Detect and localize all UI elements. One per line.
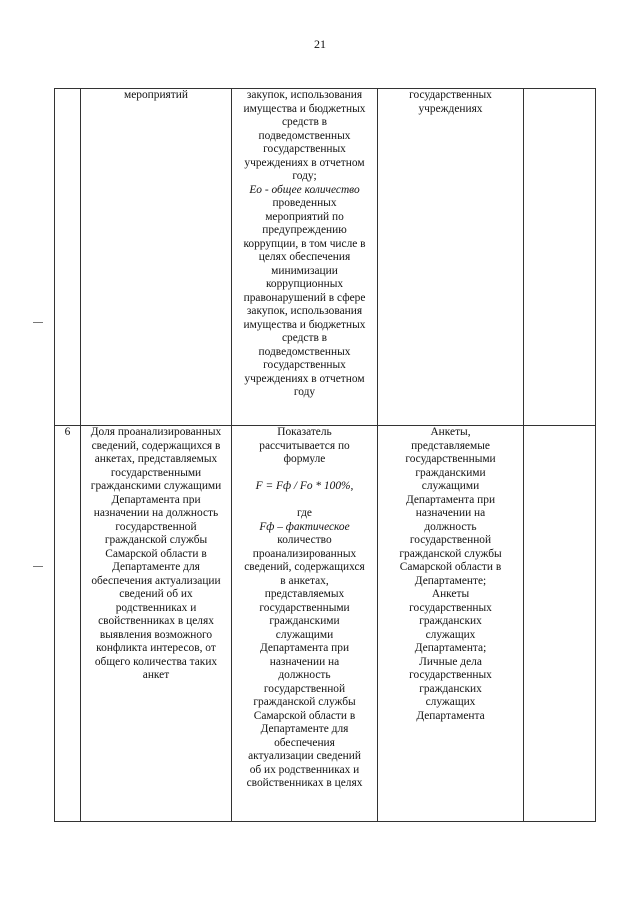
cell-line: служащими bbox=[421, 480, 480, 492]
cell-line: назначении на должность bbox=[93, 507, 219, 519]
cell-line: году; bbox=[292, 170, 317, 182]
cell-line: учреждениях в отчетном bbox=[244, 156, 365, 169]
cell-line: служащих bbox=[425, 696, 476, 708]
cell-line: рассчитывается по bbox=[259, 439, 350, 452]
cell-line: государственных bbox=[263, 143, 346, 155]
cell-line: Департамента; bbox=[414, 642, 487, 654]
cell-line: государственной bbox=[263, 682, 346, 695]
cell-line: учреждениях bbox=[418, 102, 483, 115]
cell-line: Департаменте для bbox=[112, 561, 200, 573]
cell-line: средств в bbox=[281, 116, 328, 128]
cell-line: гражданских bbox=[419, 615, 482, 627]
cell-line: правонарушений в сфере bbox=[243, 291, 366, 304]
cell-line: где bbox=[297, 507, 312, 519]
data-source-cell bbox=[378, 426, 524, 822]
notes-cell bbox=[524, 426, 596, 822]
cell-line: сведений, содержащихся в bbox=[91, 439, 221, 452]
cell-line: государственными bbox=[405, 453, 496, 465]
cell-line: мероприятий по bbox=[265, 210, 344, 223]
cell-line: предупреждению bbox=[262, 224, 347, 236]
cell-line: служащих bbox=[425, 628, 476, 641]
formula-text: F = Fф / Fо * 100%, bbox=[255, 480, 354, 492]
cell-line: государственных bbox=[263, 359, 346, 371]
cell-line: конфликта интересов, от bbox=[96, 642, 216, 654]
cell-line: учреждениях в отчетном bbox=[244, 372, 365, 385]
cell-line: подведомственных bbox=[258, 129, 351, 142]
margin-mark bbox=[33, 322, 43, 323]
cell-line: сведений об их bbox=[119, 588, 193, 600]
cell-line: анкетах, представляемых bbox=[94, 453, 218, 465]
calculation-method-cell bbox=[232, 426, 378, 822]
cell-line: свойственниках в целях bbox=[98, 615, 214, 627]
indicator-name-cell bbox=[81, 426, 232, 822]
cell-line: коррупционных bbox=[265, 278, 344, 290]
cell-line: обеспечения bbox=[274, 736, 335, 749]
cell-line: Самарской области в bbox=[105, 547, 207, 560]
cell-line: Самарской области в bbox=[399, 561, 502, 573]
cell-line: гражданскими bbox=[269, 615, 340, 627]
cell-line: Департамента при bbox=[405, 493, 496, 506]
cell-line: сведений, содержащихся bbox=[244, 561, 365, 573]
cell-line: Личные дела bbox=[419, 655, 482, 668]
cell-line: об их родственниках и bbox=[249, 763, 360, 776]
cell-line: Департамента при bbox=[259, 642, 350, 654]
cell-line: гражданской службы bbox=[399, 547, 502, 560]
cell-line: назначении на bbox=[269, 655, 340, 668]
cell-line: мероприятий bbox=[124, 89, 188, 101]
cell-line: гражданскими служащими bbox=[90, 480, 222, 492]
cell-line: коррупции, в том числе в bbox=[243, 237, 366, 250]
cell-line: государственных bbox=[409, 601, 492, 614]
cell-line: имущества и бюджетных bbox=[243, 318, 366, 331]
cell-line: родственниках и bbox=[115, 601, 197, 614]
cell-line: представляемых bbox=[264, 588, 345, 600]
table-row bbox=[55, 426, 596, 822]
row-number: 6 bbox=[64, 426, 71, 438]
cell-line: минимизации bbox=[271, 264, 338, 277]
cell-line: в анкетах, bbox=[280, 574, 329, 587]
cell-line: представляемые bbox=[411, 439, 490, 452]
cell-line: гражданской службы bbox=[104, 534, 208, 546]
row-number-cell bbox=[55, 426, 81, 822]
cell-line: количество bbox=[277, 534, 332, 546]
cell-line: закупок, использования bbox=[246, 89, 363, 101]
cell-line: государственными bbox=[259, 601, 350, 614]
indicator-name-cell bbox=[81, 89, 232, 426]
table-body bbox=[55, 89, 596, 822]
cell-line: Самарской области в bbox=[253, 709, 356, 722]
cell-line: гражданской службы bbox=[253, 696, 356, 708]
cell-line: общего количества таких bbox=[94, 655, 218, 668]
cell-line: году bbox=[293, 386, 316, 398]
cell-line: закупок, использования bbox=[246, 305, 363, 317]
row-number-cell bbox=[55, 89, 81, 426]
cell-line: средств в bbox=[281, 332, 328, 344]
cell-line: анкет bbox=[142, 669, 170, 681]
cell-line: проанализированных bbox=[252, 547, 357, 560]
cell-line: подведомственных bbox=[258, 345, 351, 358]
notes-cell bbox=[524, 89, 596, 426]
cell-line: имущества и бюджетных bbox=[243, 102, 366, 115]
formula-text: Fф – фактическое bbox=[259, 520, 350, 533]
cell-line: Показатель bbox=[277, 426, 332, 438]
cell-line: проведенных bbox=[272, 197, 337, 209]
cell-line: Доля проанализированных bbox=[90, 426, 222, 438]
cell-line: актуализации сведений bbox=[248, 750, 361, 762]
cell-line: гражданских bbox=[419, 682, 482, 695]
data-source-cell bbox=[378, 89, 524, 426]
cell-line: государственной bbox=[409, 534, 492, 546]
cell-line: назначении на bbox=[415, 507, 486, 519]
calculation-method-cell bbox=[232, 89, 378, 426]
cell-line: свойственниках в целях bbox=[246, 777, 363, 789]
cell-line: должность bbox=[278, 669, 331, 681]
cell-line: обеспечения актуализации bbox=[91, 574, 221, 587]
cell-line: государственными bbox=[110, 466, 202, 479]
cell-line: Департамента bbox=[416, 709, 485, 722]
cell-line: формуле bbox=[283, 453, 326, 465]
table-row bbox=[55, 89, 596, 426]
cell-line: выявления возможного bbox=[99, 628, 213, 641]
cell-line: должность bbox=[424, 520, 477, 533]
cell-line bbox=[234, 467, 375, 481]
formula-text: Ео - общее количество bbox=[249, 183, 360, 196]
cell-line: государственной bbox=[115, 520, 197, 533]
cell-line: целях обеспечения bbox=[258, 251, 351, 263]
page-number: 21 bbox=[314, 37, 326, 51]
cell-line: Департаменте для bbox=[260, 723, 349, 735]
cell-line: гражданскими bbox=[415, 466, 486, 479]
cell-line: Департаменте; bbox=[414, 574, 487, 587]
cell-line: Департамента при bbox=[111, 493, 201, 506]
indicator-table bbox=[54, 88, 596, 822]
cell-line: государственных bbox=[409, 669, 492, 681]
cell-line: государственных bbox=[409, 89, 492, 101]
margin-mark bbox=[33, 566, 43, 567]
cell-line bbox=[234, 494, 375, 508]
cell-line: служащими bbox=[275, 628, 334, 641]
cell-line: Анкеты, bbox=[430, 426, 471, 438]
cell-line: Анкеты bbox=[431, 588, 470, 600]
